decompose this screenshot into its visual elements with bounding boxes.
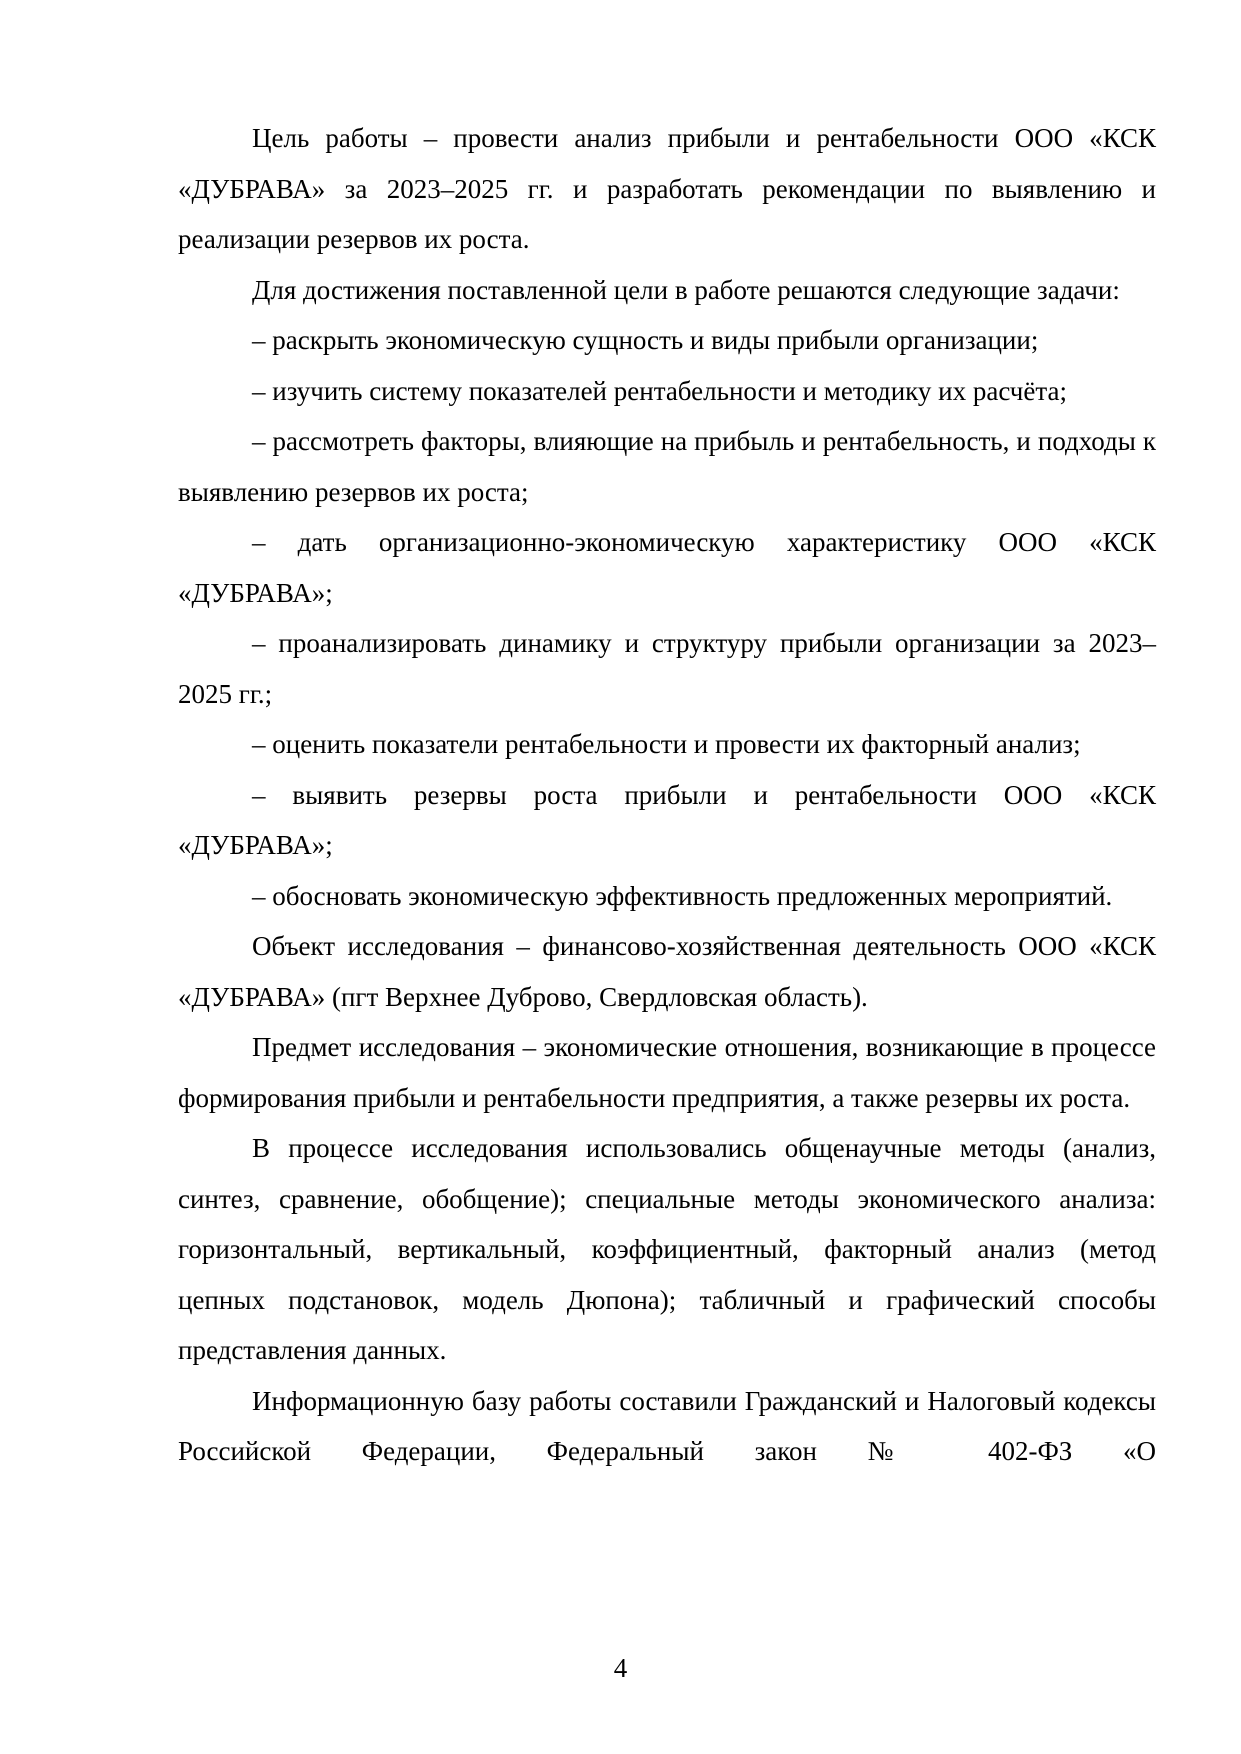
page-number: 4 (613, 1653, 628, 1683)
list-item-task-7: – выявить резервы роста прибыли и рентабельности ООО «КСК «ДУБРАВА»; (178, 779, 1156, 860)
list-item-task-2: – изучить систему показателей рентабельности и методику их расчёта; (252, 375, 1067, 406)
paragraph-tasks-intro: Для достижения поставленной цели в работе решаются следующие задачи: (252, 274, 1120, 305)
paragraph-methods: В процессе исследования использовались общенаучные методы (анализ, синтез, сравнение, обобщение); специальные методы экономического анализа: горизонтальный, вертикальный, коэффициентный, факторный анализ (метод цепных подстановок, модель Дюпона); табличный и графический способы представления данных. (178, 1133, 1156, 1365)
paragraph-goal: Цель работы – провести анализ прибыли и рентабельности ООО «КСК «ДУБРАВА» за 2023–2025 гг. и разработать рекомендации по выявлению и реализации резервов их роста. (178, 123, 1156, 254)
list-item-task-5: – проанализировать динамику и структуру прибыли организации за 2023–2025 гг.; (178, 628, 1156, 709)
paragraph-info-base: Информационную базу работы составили Гражданский и Налоговый кодексы Российской Федерации, Федеральный закон № 402-ФЗ «О (178, 1385, 1156, 1466)
list-item-task-3: – рассмотреть факторы, влияющие на прибыль и рентабельность, и подходы к выявлению резервов их роста; (178, 426, 1156, 507)
paragraph-subject: Предмет исследования – экономические отношения, возникающие в процессе формирования прибыли и рентабельности предприятия, а также резервы их роста. (178, 1032, 1156, 1113)
page-body (178, 113, 1156, 1477)
list-item-task-8: – обосновать экономическую эффективность предложенных мероприятий. (252, 880, 1113, 911)
list-item-task-6: – оценить показатели рентабельности и провести их факторный анализ; (252, 729, 1081, 759)
list-item-task-1: – раскрыть экономическую сущность и виды прибыли организации; (252, 325, 1039, 355)
paragraph-object: Объект исследования – финансово-хозяйственная деятельность ООО «КСК «ДУБРАВА» (пгт Верхнее Дуброво, Свердловская область). (178, 931, 1156, 1012)
list-item-task-4: – дать организационно-экономическую характеристику ООО «КСК «ДУБРАВА»; (178, 527, 1156, 608)
